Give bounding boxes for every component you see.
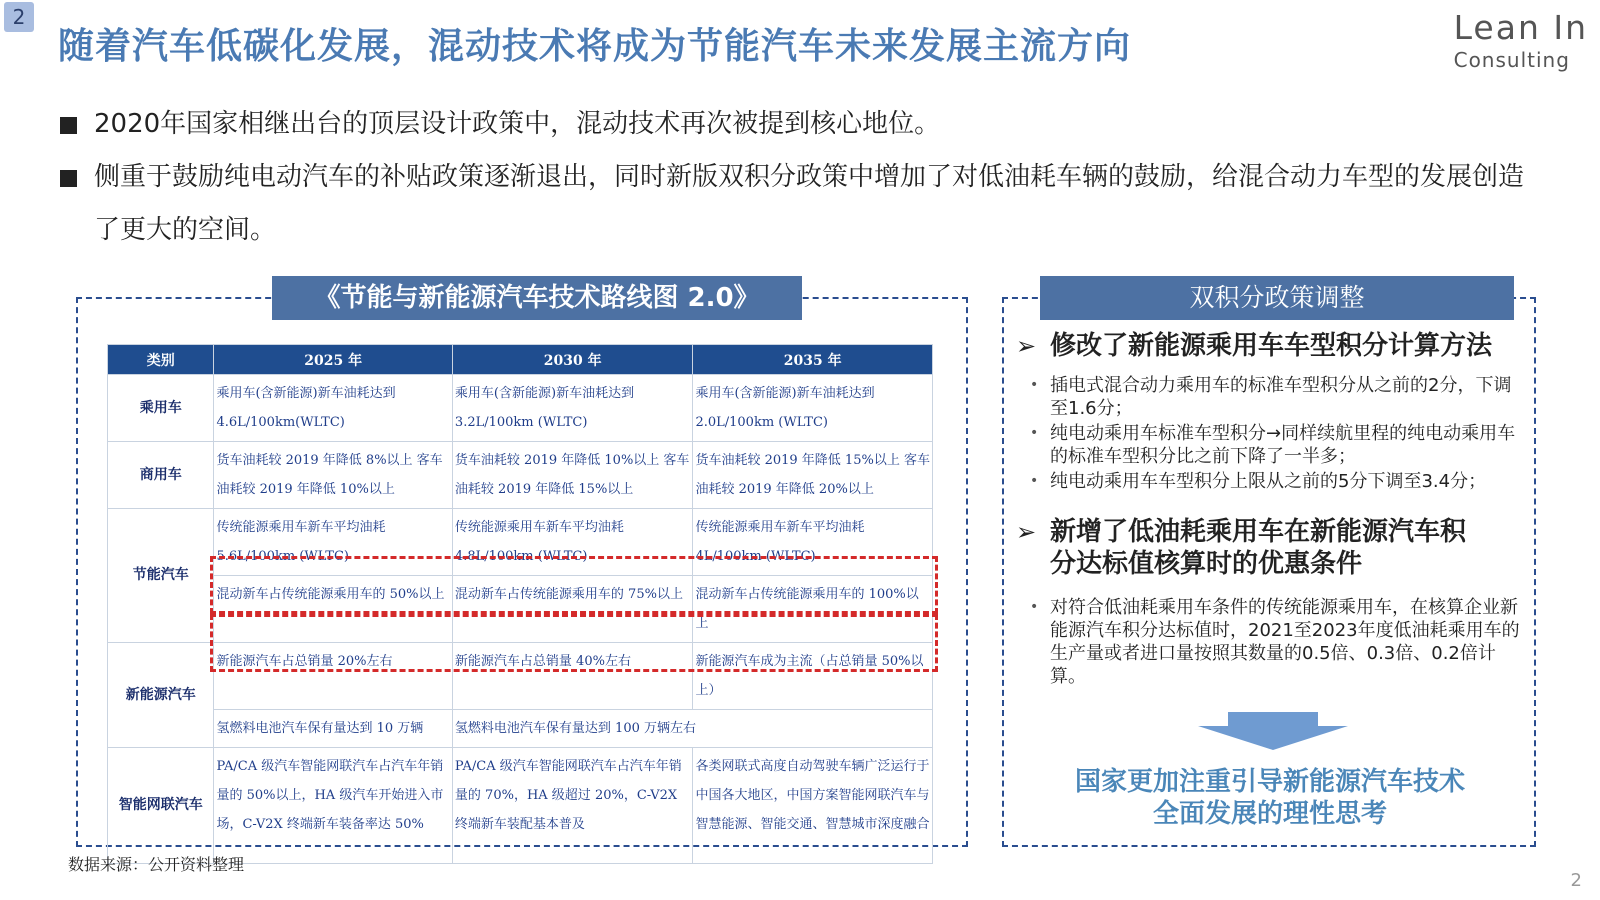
header-2025: 2025 年 [214, 345, 452, 375]
table-cell: 混动新车占传统能源乘用车的 50%以上 [214, 576, 452, 643]
dual-credit-banner: 双积分政策调整 [1040, 276, 1514, 320]
table-cell: 货车油耗较 2019 年降低 10%以上 客车油耗较 2019 年降低 15%以上 [452, 442, 693, 509]
table-row [108, 375, 933, 442]
bullet-text: 侧重于鼓励纯电动汽车的补贴政策逐渐退出，同时新版双积分政策中增加了对低油耗车辆的鼓励，给混合动力车型的发展创造了更大的空间。 [94, 162, 1525, 245]
page-badge: 2 [4, 2, 34, 32]
conclusion-line-1: 国家更加注重引导新能源汽车技术 [1074, 767, 1465, 797]
table-row [108, 710, 933, 748]
bullet-item [58, 98, 1548, 151]
roadmap-table [107, 344, 933, 864]
square-bullet-icon [60, 117, 77, 134]
table-cell: 传统能源乘用车新车平均油耗 4.8L/100km (WLTC) [452, 509, 693, 576]
table-cell: 新能源汽车占总销量 20%左右 [214, 643, 452, 710]
logo-line-2: Consulting [1453, 48, 1570, 72]
bullet-item [58, 151, 1548, 257]
dot-bullet-icon: • [1030, 425, 1039, 441]
table-cell: 传统能源乘用车新车平均油耗 4L/100km (WLTC) [693, 509, 933, 576]
section-1-list [1028, 374, 1528, 495]
bullet-text: 2020年国家相继出台的顶层设计政策中，混动技术再次被提到核心地位。 [94, 109, 941, 139]
dot-bullet-icon: • [1030, 377, 1039, 393]
header-2030: 2030 年 [452, 345, 693, 375]
table-cell: 乘用车(含新能源)新车油耗达到 4.6L/100km(WLTC) [214, 375, 452, 442]
table-cell: PA/CA 级汽车智能网联汽车占汽车年销量的 70%，HA 级超过 20%，C-V2X 终端新车装配基本普及 [452, 748, 693, 864]
arrow-bullet-icon: ➢ [1016, 518, 1037, 546]
cat-passenger: 乘用车 [108, 375, 214, 442]
table-cell: PA/CA 级汽车智能网联汽车占汽车年销量的 50%以上，HA 级汽车开始进入市场，C-V2X 终端新车装备率达 50% [214, 748, 452, 864]
data-source: 数据来源：公开资料整理 [68, 855, 245, 874]
table-row [108, 509, 933, 576]
table-cell: 传统能源乘用车新车平均油耗 5.6L/100km (WLTC) [214, 509, 452, 576]
table-cell: 氢燃料电池汽车保有量达到 10 万辆 [214, 710, 452, 748]
logo-line-1: Lean In [1453, 8, 1588, 47]
table-cell: 乘用车(含新能源)新车油耗达到 2.0L/100km (WLTC) [693, 375, 933, 442]
table-cell: 各类网联式高度自动驾驶车辆广泛运行于中国各大地区，中国方案智能网联汽车与智慧能源、智能交通、智慧城市深度融合 [693, 748, 933, 864]
arrow-bullet-icon: ➢ [1016, 332, 1037, 360]
lean-in-logo [1454, 8, 1588, 72]
dot-bullet-icon: • [1030, 473, 1039, 489]
section-1-title: ➢ 修改了新能源乘用车车型积分计算方法 [1016, 331, 1493, 361]
down-arrow-icon [1198, 712, 1348, 750]
table-cell: 混动新车占传统能源乘用车的 100%以上 [693, 576, 933, 643]
table-cell: 货车油耗较 2019 年降低 8%以上 客车油耗较 2019 年降低 10%以上 [214, 442, 452, 509]
cat-nev: 新能源汽车 [108, 643, 214, 748]
cat-icv: 智能网联汽车 [108, 748, 214, 864]
table-cell: 乘用车(含新能源)新车油耗达到 3.2L/100km (WLTC) [452, 375, 693, 442]
table-row [108, 643, 933, 710]
section-2-title: ➢ 新增了低油耗乘用车在新能源汽车积分达标值核算时的优惠条件 [1016, 517, 1467, 579]
roadmap-banner: 《节能与新能源汽车技术路线图 2.0》 [272, 276, 802, 320]
list-item: • 对符合低油耗乘用车条件的传统能源乘用车，在核算企业新能源汽车积分达标值时，2021至2023年度低油耗乘用车的生产量或者进口量按照其数量的0.5倍、0.3倍、0.2倍计算。 [1030, 597, 1520, 687]
bullet-list [58, 98, 1548, 257]
table-cell: 新能源汽车成为主流（占总销量 50%以上） [693, 643, 933, 710]
header-category: 类别 [108, 345, 214, 375]
table-header-row [108, 345, 933, 375]
cat-commercial: 商用车 [108, 442, 214, 509]
down-arrow-shape [1198, 712, 1348, 750]
list-item: • 纯电动乘用车标准车型积分→同样续航里程的纯电动乘用车的标准车型积分比之前下降了一半多； [1030, 423, 1516, 467]
section-2-list [1028, 596, 1528, 690]
square-bullet-icon [60, 170, 77, 187]
table-row [108, 442, 933, 509]
dot-bullet-icon: • [1030, 599, 1039, 615]
conclusion-line-2: 全面发展的理性思考 [1152, 799, 1387, 829]
table-cell: 氢燃料电池汽车保有量达到 100 万辆左右 [452, 710, 932, 748]
table-cell: 新能源汽车占总销量 40%左右 [452, 643, 693, 710]
page-title: 随着汽车低碳化发展，混动技术将成为节能汽车未来发展主流方向 [58, 26, 1132, 67]
page-number: 2 [1570, 870, 1582, 891]
header-2035: 2035 年 [693, 345, 933, 375]
cat-energy-saving: 节能汽车 [108, 509, 214, 643]
table-cell: 货车油耗较 2019 年降低 15%以上 客车油耗较 2019 年降低 20%以上 [693, 442, 933, 509]
table-row [108, 576, 933, 643]
list-item: • 纯电动乘用车车型积分上限从之前的5分下调至3.4分； [1030, 471, 1487, 492]
table-cell: 混动新车占传统能源乘用车的 75%以上 [452, 576, 693, 643]
table-row [108, 748, 933, 864]
conclusion-text [1010, 766, 1530, 830]
list-item: • 插电式混合动力乘用车的标准车型积分从之前的2分，下调至1.6分； [1030, 375, 1512, 419]
